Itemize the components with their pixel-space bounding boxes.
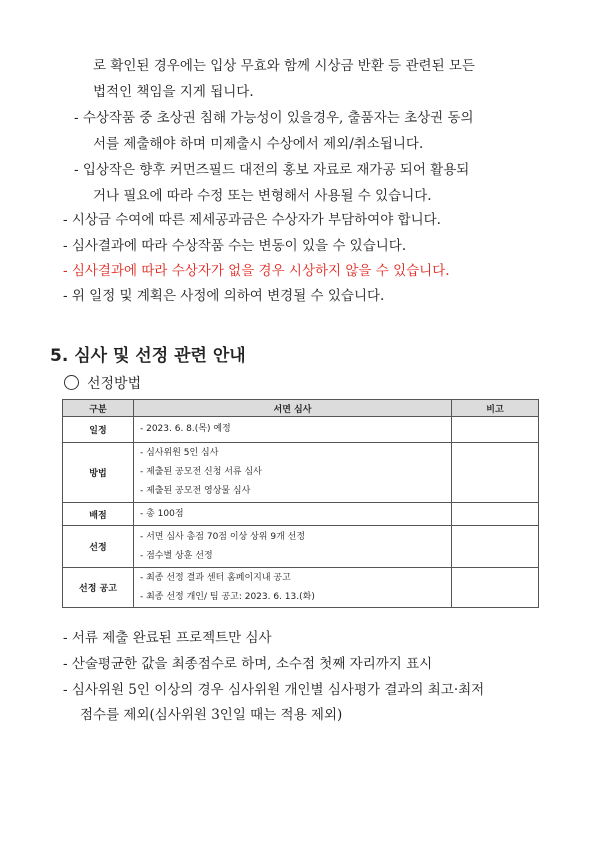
list-item: - 최종 선정 결과 센터 홈페이지내 공고 (140, 572, 291, 583)
table-row (63, 526, 539, 568)
row-category: 일정 (63, 417, 134, 443)
table-header-cell: 비고 (452, 400, 539, 417)
paragraph-line: 법적인 책임을 지게 됩니다. (93, 84, 254, 100)
list-item: - 2023. 6. 8.(목) 예정 (140, 424, 231, 434)
circle-bullet-icon (64, 375, 79, 390)
row-content (134, 503, 452, 526)
row-content (134, 443, 452, 503)
paragraph-line: - 심사결과에 따라 수상작품 수는 변동이 있을 수 있습니다. (63, 238, 407, 254)
table-row (63, 503, 539, 526)
row-category: 방법 (63, 443, 134, 503)
table-header-cell: 서면 심사 (134, 400, 452, 417)
list-item: - 제출된 공모전 영상물 심사 (140, 486, 251, 496)
paragraph-line: - 수상작품 중 초상권 침해 가능성이 있을경우, 출품자는 초상권 동의 (74, 110, 474, 126)
table-header-row (63, 400, 539, 417)
row-note (452, 526, 539, 568)
row-note (452, 443, 539, 503)
paragraph-line: 서를 제출해야 하며 미제출시 수상에서 제외/취소됩니다. (93, 136, 424, 152)
subsection-label: 선정방법 (87, 376, 142, 392)
row-note (452, 417, 539, 443)
table-row (63, 443, 539, 503)
row-category: 배점 (63, 503, 134, 526)
list-item: - 점수별 상훈 선정 (140, 550, 213, 561)
highlighted-notice: - 심사결과에 따라 수상자가 없을 경우 시상하지 않을 수 있습니다. (63, 263, 450, 279)
row-content (134, 526, 452, 568)
list-item: - 심사위원 5인 심사 (140, 448, 219, 458)
list-item: - 제출된 공모전 신청 서류 심사 (140, 467, 262, 477)
paragraph-line: 거나 필요에 따라 수정 또는 변형해서 사용될 수 있습니다. (93, 188, 432, 204)
paragraph-line: - 시상금 수여에 따른 제세공과금은 수상자가 부담하여야 합니다. (63, 212, 441, 228)
paragraph-line: - 위 일정 및 계획은 사정에 의하여 변경될 수 있습니다. (63, 288, 385, 304)
row-category: 선정 (63, 526, 134, 568)
table-row (63, 417, 539, 443)
row-note (452, 503, 539, 526)
section-title: 5. 심사 및 선정 관련 안내 (50, 346, 246, 366)
row-note (452, 568, 539, 608)
table-header-cell: 구분 (63, 400, 134, 417)
row-content (134, 568, 452, 608)
list-item: - 총 100점 (140, 508, 184, 519)
list-item: - 서면 심사 총점 70점 이상 상위 9개 선정 (140, 531, 306, 542)
table-row (63, 568, 539, 608)
row-category: 선정 공고 (63, 568, 134, 608)
paragraph-line: - 입상작은 향후 커먼즈필드 대전의 홍보 자료로 재가공 되어 활용되 (74, 162, 470, 178)
note-line: - 산술평균한 값을 최종점수로 하며, 소수점 첫째 자리까지 표시 (63, 656, 433, 672)
row-content (134, 417, 452, 443)
subsection-title (64, 373, 141, 393)
selection-table (62, 399, 539, 608)
paragraph-line: 로 확인된 경우에는 입상 무효와 함께 시상금 반환 등 관련된 모든 (93, 58, 475, 74)
note-line: - 심사위원 5인 이상의 경우 심사위원 개인별 심사평가 결과의 최고·최저 (63, 682, 485, 698)
list-item: - 최종 선정 개인/ 팀 공고: 2023. 6. 13.(화) (140, 591, 315, 602)
note-line: 점수를 제외(심사위원 3인일 때는 적용 제외) (80, 707, 343, 723)
note-line: - 서류 제출 완료된 프로젝트만 심사 (63, 630, 272, 646)
